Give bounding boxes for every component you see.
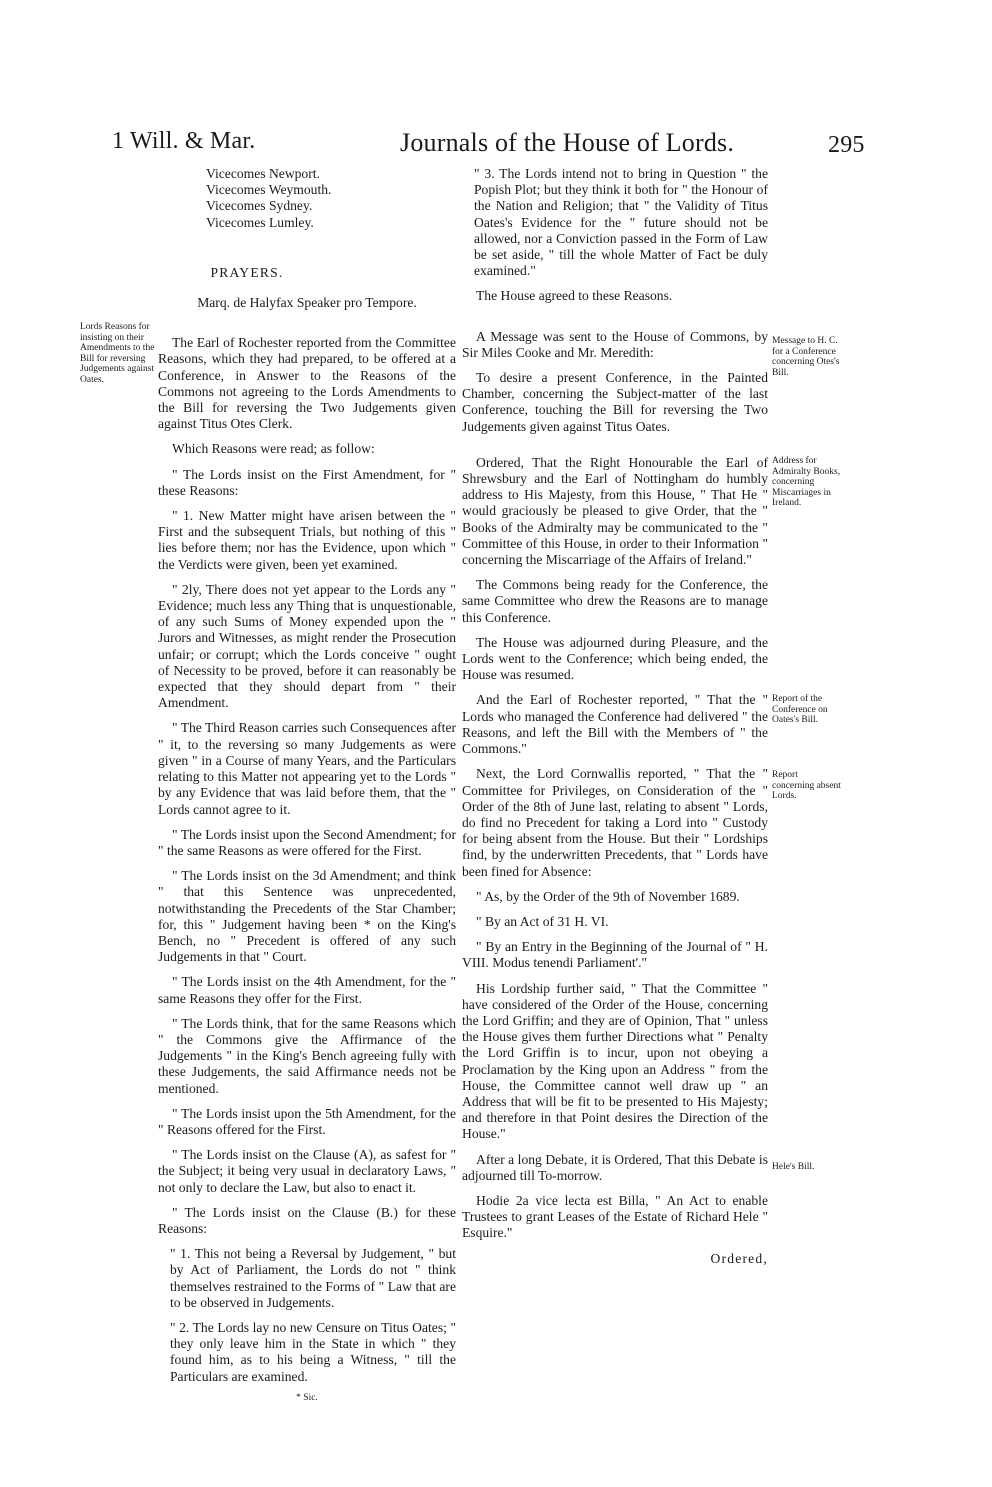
margin-note-report-conference: Report of the Conference on Oates's Bill. <box>772 694 828 725</box>
paragraph: A Message was sent to the House of Commons, by Sir Miles Cooke and Mr. Meredith: <box>462 328 768 360</box>
paragraph: The Commons being ready for the Conference, the same Committee who drew the Reasons are to manage this Conference. <box>462 577 768 625</box>
paragraph: " The Lords insist on the Clause (A), as safest for " the Subject; it being very usual in declaratory Laws, " not only to declare the Law, but also to enact it. <box>158 1147 456 1195</box>
paragraph: After a long Debate, it is Ordered, That this Debate is adjourned till To-morrow. <box>462 1151 768 1183</box>
paragraph: " The Lords insist on the Clause (B.) for these Reasons: <box>158 1204 456 1236</box>
paragraph: " By an Entry in the Beginning of the Journal of " H. VIII. Modus tenendi Parliament'." <box>462 939 768 971</box>
paragraph: The Earl of Rochester reported from the Committee Reasons, which they had prepared, to be offered at a Conference, in Answer to the Reasons of the Commons not agreeing to the Lords Amendments to the Bill for reversing the Two Judgements given against Titus Otes Clerk. <box>158 335 456 432</box>
paragraph: " As, by the Order of the 9th of November 1689. <box>476 888 740 904</box>
paragraph: To desire a present Conference, in the Painted Chamber, concerning the Subject-matter of the last Conference, touching the Bill for reversing the Two Judgements given against Titus Oates. <box>462 370 768 434</box>
paragraph: " By an Act of 31 H. VI. <box>476 913 609 929</box>
speaker-line: Marq. de Halyfax Speaker pro Tempore. <box>197 295 417 311</box>
footnote: * Sic. <box>296 1392 318 1403</box>
paragraph: The House agreed to these Reasons. <box>476 288 673 304</box>
paragraph: Which Reasons were read; as follow: <box>172 441 375 457</box>
paragraph: " 1. New Matter might have arisen between the " First and the subsequent Trials, but nothing of this " lies before them; nor has the Evidence, upon which " the Verdicts were given, been yet examined. <box>158 508 456 572</box>
paragraph: " The Lords insist on the First Amendment, for " these Reasons: <box>158 466 456 498</box>
paragraph: And the Earl of Rochester reported, " That the " Lords who managed the Conference had delivered " the Reasons, and left the Bill with the Members of " the Commons." <box>462 692 768 757</box>
paragraph: " The Lords insist on the 3d Amendment; and think " that this Sentence was unprecedented, notwithstanding the Precedents of the Star Chamber; for, this " Judgement having been * on the King's Bench, no " Precedent is offered of any such Judgements in that " Court. <box>158 868 456 965</box>
viscount-entry: Vicecomes Lumley. <box>206 214 314 230</box>
paragraph: The House was adjourned during Pleasure, and the Lords went to the Conference; which being ended, the House was resumed. <box>462 634 768 683</box>
viscount-entry: Vicecomes Newport. <box>206 166 320 181</box>
paragraph: " The Lords insist upon the Second Amendment; for " the same Reasons as were offered for the First. <box>158 826 456 858</box>
margin-note-message: Message to H. C. for a Conference concerning Otes's Bill. <box>772 336 840 378</box>
margin-note-lords-reasons: Lords Reasons for insisting on their Amendments to the Bill for reversing Judgements against Oates. <box>80 322 155 385</box>
left-column <box>158 166 456 1415</box>
paragraph: " The Lords think, that for the same Reasons which " the Commons give the Affirmance of the Judgements " in the King's Bench agreeing fully with these Judgements, the said Affirmance needs not be mentioned. <box>158 1015 456 1096</box>
viscount-entry: Vicecomes Sydney. <box>206 198 313 214</box>
reason-item: " 1. This not being a Reversal by Judgement, " but by Act of Parliament, the Lords do not " think themselves restrained to the Forms of " Law that are to be observed in Judgements. <box>170 1246 456 1310</box>
page-number: 295 <box>828 132 865 158</box>
paragraph: " The Lords insist on the 4th Amendment, for the " same Reasons they offer for the First. <box>158 974 456 1006</box>
reason-item: " 2. The Lords lay no new Censure on Titus Oates; " they only leave him in the State in which " they found him, as to his being a Witness, " till the Particulars are examined. <box>170 1319 456 1384</box>
paragraph: " The Lords insist upon the 5th Amendment, for the " Reasons offered for the First. <box>158 1105 456 1137</box>
paragraph: His Lordship further said, " That the Committee " have considered of the Order of the House, concerning the Lord Griffin; and they are of Opinion, That " unless the House gives them further Directions what " Penalty the Lord Griffin is to incur, upon not obeying a Proclamation by the King upon an Address " from the House, the Committee cannot well draw up " an Address that will be fit to be presented to His Majesty; and therefore in that Point desires the Direction of the House." <box>462 980 768 1142</box>
paragraph: " The Third Reason carries such Consequences after " it, to the reversing so many Judgements as were given " in a Course of many Years, and the Particulars relating to this Matter not appearing yet to the Lords " by any Evidence that was laid before them, that the " Lords cannot agree to it. <box>158 720 457 817</box>
viscount-entry: Vicecomes Weymouth. <box>206 182 332 198</box>
catchword: Ordered, <box>710 1250 768 1266</box>
header-regnal-year: 1 Will. & Mar. <box>112 128 256 154</box>
margin-note-heles-bill: Hele's Bill. <box>772 1162 815 1172</box>
margin-note-absent-lords: Report concerning absent Lords. <box>772 770 841 801</box>
header-title: Journals of the House of Lords. <box>400 128 735 157</box>
margin-note-admiralty: Address for Admiralty Books, concerning Miscarriages in Ireland. <box>772 456 841 508</box>
paragraph: Next, the Lord Cornwallis reported, " That the " Committee for Privileges, on Consideration of the " Order of the 8th of June last, relating to absent " Lords, do find no Precedent for taking a Lord into " Custody for being absent from the House. But their " Lordships find, by the underwritten Precedents, that " Lords have been fined for Absence: <box>462 766 768 879</box>
reason-item: " 3. The Lords intend not to bring in Question " the Popish Plot; but they think it both for " the Honour of the Nation and Religion; that " the Validity of Titus Oates's Evidence for the " future should not be allowed, nor a Conviction passed in the Form of Law be set aside, " till the whole Matter of Fact be duly examined." <box>474 166 768 279</box>
prayers-heading: PRAYERS. <box>210 264 284 280</box>
paragraph: Hodie 2a vice lecta est Billa, " An Act to enable Trustees to grant Leases of the Estate of Richard Hele " Esquire." <box>462 1192 768 1241</box>
paragraph: " 2ly, There does not yet appear to the Lords any " Evidence; much less any Thing that is unquestionable, of any such Sums of Money expended upon the " Jurors and Witnesses, as might render the Prosecution unfair; or corrupt; which the Lords conceive " ought of Necessity to be proved, before it can reasonably be expected that they should depart from " their Amendment. <box>158 581 456 711</box>
right-column <box>462 166 768 1276</box>
paragraph: Ordered, That the Right Honourable the Earl of Shrewsbury and the Earl of Nottingham do humbly address to His Majesty, from this House, " That He " would graciously be pleased to give Order, that the " Books of the Admiralty may be communicated to the " Committee of this House, in order to their Information " concerning the Miscarriage of the Affairs of Ireland." <box>462 454 768 568</box>
